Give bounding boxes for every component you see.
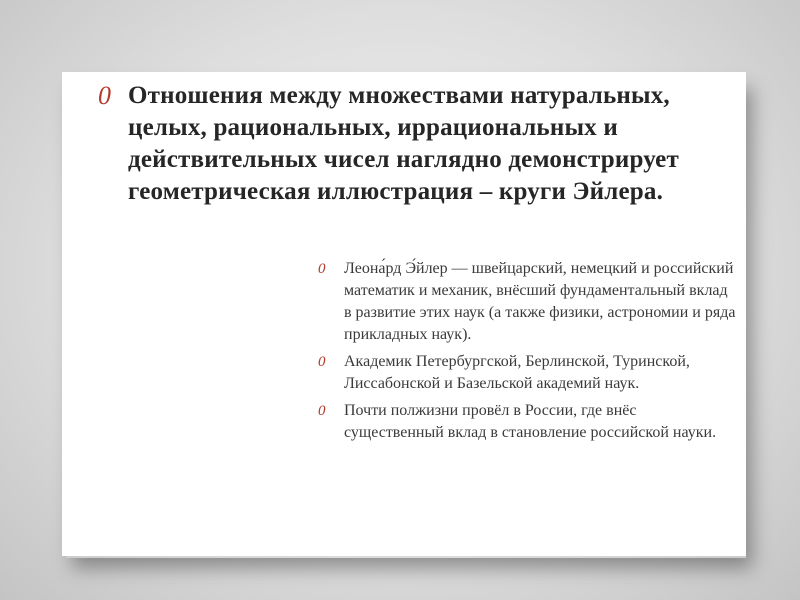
- sub-bullet-item: [318, 351, 738, 395]
- bullet-marker: 0: [318, 403, 326, 419]
- sub-bullet-list: [318, 258, 738, 449]
- sub-bullet-item: [318, 258, 738, 346]
- bullet-marker: 0: [318, 261, 326, 277]
- bullet-marker: 0: [98, 81, 111, 110]
- main-bullet-text: Отношения между множествами натуральных, целых, рациональных, иррациональных и действительных чисел наглядно демонстрирует геометрическая иллюстрация – круги Эйлера.: [128, 82, 679, 205]
- sub-bullet-text: Академик Петербургской, Берлинской, Туринской, Лиссабонской и Базельской академий наук.: [344, 353, 690, 392]
- main-bullet-item: [98, 80, 718, 208]
- bullet-marker: 0: [318, 354, 326, 370]
- sub-bullet-text: Леона́рд Э́йлер — швейцарский, немецкий и российский математик и механик, внёсший фундаментальный вклад в развитие этих наук (а также физики, астрономии и ряда прикладных наук).: [344, 260, 736, 343]
- sub-bullet-item: [318, 400, 738, 444]
- sub-bullet-text: Почти полжизни провёл в России, где внёс существенный вклад в становление российской науки.: [344, 402, 717, 441]
